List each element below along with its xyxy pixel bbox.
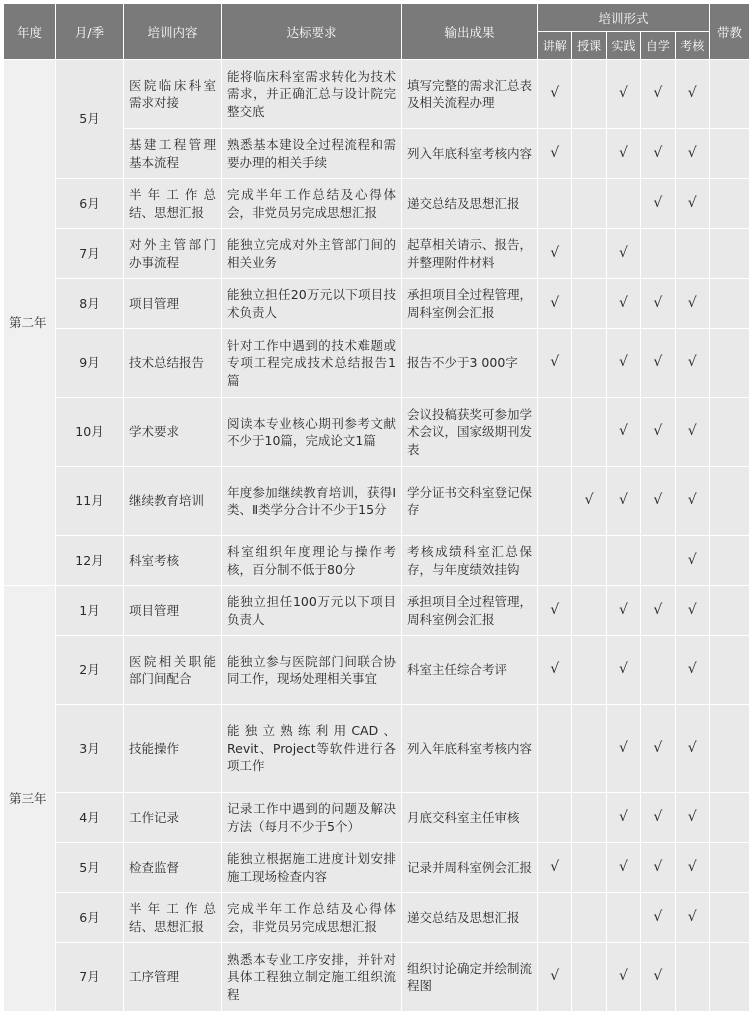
check-mark-icon: √ [653,808,663,825]
check-mark-icon: √ [687,354,697,371]
form-assessment-cell [675,467,709,536]
training-plan-table [3,3,750,1012]
form-self-study-cell [641,60,675,129]
form-self-study-cell [641,398,675,467]
form-practice-cell [606,893,640,943]
form-practice-cell [606,60,640,129]
mentor-cell [709,793,749,843]
form-teaching-cell [572,536,606,586]
form-self-study-cell [641,636,675,705]
form-assessment-cell [675,893,709,943]
form-teaching-cell [572,60,606,129]
content-cell: 检查监督 [124,843,222,893]
header-form-teaching: 授课 [572,32,606,60]
check-mark-icon: √ [687,551,697,568]
table-row [4,279,750,329]
check-mark-icon: √ [619,144,628,161]
output-cell: 月底交科室主任审核 [402,793,538,843]
form-lecture-cell [538,705,572,793]
header-content: 培训内容 [124,4,222,60]
check-mark-icon: √ [550,85,560,102]
check-mark-icon: √ [687,194,697,211]
form-lecture-cell [538,279,572,329]
form-lecture-cell [538,893,572,943]
check-mark-icon: √ [619,423,628,440]
table-row [4,179,750,229]
requirement-cell: 熟悉本专业工序安排，并针对具体工程独立制定施工组织流程 [222,943,402,1012]
form-lecture-cell [538,129,572,179]
form-teaching-cell [572,129,606,179]
form-lecture-cell [538,229,572,279]
requirement-cell: 能独立完成对外主管部门间的相关业务 [222,229,402,279]
form-practice-cell [606,398,640,467]
form-lecture-cell [538,793,572,843]
form-teaching-cell [572,467,606,536]
mentor-cell [709,586,749,636]
mentor-cell [709,329,749,398]
form-self-study-cell [641,179,675,229]
check-mark-icon: √ [653,739,663,756]
table-row [4,467,750,536]
requirement-cell: 能将临床科室需求转化为技术需求，并正确汇总与设计院完整交底 [222,60,402,129]
mentor-cell [709,60,749,129]
mentor-cell [709,398,749,467]
form-assessment-cell [675,129,709,179]
form-practice-cell [606,943,640,1012]
requirement-cell: 记录工作中遇到的问题及解决方法（每月不少于5个） [222,793,402,843]
mentor-cell [709,229,749,279]
form-teaching-cell [572,793,606,843]
form-self-study-cell [641,536,675,586]
check-mark-icon: √ [550,601,560,618]
form-assessment-cell [675,229,709,279]
content-cell: 医院相关职能部门间配合 [124,636,222,705]
form-teaching-cell [572,279,606,329]
form-assessment-cell [675,179,709,229]
form-self-study-cell [641,279,675,329]
output-cell: 填写完整的需求汇总表及相关流程办理 [402,60,538,129]
form-lecture-cell [538,843,572,893]
month-cell: 5月 [56,843,124,893]
table-row [4,329,750,398]
year-cell: 第二年 [4,60,56,586]
form-lecture-cell [538,329,572,398]
check-mark-icon: √ [550,968,560,985]
form-practice-cell [606,586,640,636]
month-cell: 6月 [56,893,124,943]
form-teaching-cell [572,586,606,636]
month-cell: 12月 [56,536,124,586]
form-assessment-cell [675,586,709,636]
content-cell: 继续教育培训 [124,467,222,536]
form-teaching-cell [572,229,606,279]
output-cell: 递交总结及思想汇报 [402,179,538,229]
output-cell: 递交总结及思想汇报 [402,893,538,943]
form-teaching-cell [572,893,606,943]
content-cell: 对外主管部门办事流程 [124,229,222,279]
output-cell: 报告不少于3 000字 [402,329,538,398]
form-self-study-cell [641,943,675,1012]
form-self-study-cell [641,843,675,893]
content-cell: 工作记录 [124,793,222,843]
check-mark-icon: √ [653,858,663,875]
check-mark-icon: √ [687,739,697,756]
form-practice-cell [606,129,640,179]
table-row [4,793,750,843]
requirement-cell: 年度参加继续教育培训，获得Ⅰ类、Ⅱ类学分合计不少于15分 [222,467,402,536]
form-lecture-cell [538,179,572,229]
table-row [4,636,750,705]
form-assessment-cell [675,329,709,398]
mentor-cell [709,536,749,586]
form-practice-cell [606,793,640,843]
check-mark-icon: √ [550,858,560,875]
requirement-cell: 熟悉基本建设全过程流程和需要办理的相关手续 [222,129,402,179]
training-plan-table-container [3,3,749,1012]
form-self-study-cell [641,705,675,793]
mentor-cell [709,943,749,1012]
check-mark-icon: √ [619,858,628,875]
check-mark-icon: √ [687,144,697,161]
requirement-cell: 阅读本专业核心期刊参考文献不少于10篇，完成论文1篇 [222,398,402,467]
requirement-cell: 能独立熟练利用CAD、Revit、Project等软件进行各项工作 [222,705,402,793]
check-mark-icon: √ [687,423,697,440]
form-practice-cell [606,705,640,793]
header-form-practice: 实践 [606,32,640,60]
check-mark-icon: √ [619,601,628,618]
check-mark-icon: √ [687,908,697,925]
header-form-assessment: 考核 [675,32,709,60]
check-mark-icon: √ [653,423,663,440]
table-body [4,60,750,1012]
output-cell: 起草相关请示、报告，并整理附件材料 [402,229,538,279]
header-form-lecture: 讲解 [538,32,572,60]
requirement-cell: 完成半年工作总结及心得体会，非党员另完成思想汇报 [222,893,402,943]
form-self-study-cell [641,229,675,279]
check-mark-icon: √ [619,85,628,102]
form-lecture-cell [538,398,572,467]
month-cell: 7月 [56,229,124,279]
content-cell: 基建工程管理基本流程 [124,129,222,179]
requirement-cell: 完成半年工作总结及心得体会，非党员另完成思想汇报 [222,179,402,229]
header-forms: 培训形式 [538,4,710,32]
form-assessment-cell [675,943,709,1012]
form-self-study-cell [641,329,675,398]
form-self-study-cell [641,893,675,943]
form-practice-cell [606,843,640,893]
check-mark-icon: √ [619,661,628,678]
content-cell: 工序管理 [124,943,222,1012]
output-cell: 学分证书交科室登记保存 [402,467,538,536]
check-mark-icon: √ [687,808,697,825]
form-practice-cell [606,329,640,398]
output-cell: 记录并周科室例会汇报 [402,843,538,893]
mentor-cell [709,636,749,705]
requirement-cell: 针对工作中遇到的技术难题或专项工程完成技术总结报告1篇 [222,329,402,398]
form-teaching-cell [572,843,606,893]
month-cell: 1月 [56,586,124,636]
table-row [4,943,750,1012]
form-assessment-cell [675,843,709,893]
form-lecture-cell [538,467,572,536]
form-lecture-cell [538,586,572,636]
check-mark-icon: √ [653,601,663,618]
form-assessment-cell [675,705,709,793]
month-cell: 7月 [56,943,124,1012]
form-self-study-cell [641,793,675,843]
requirement-cell: 能独立根据施工进度计划安排施工现场检查内容 [222,843,402,893]
table-row [4,893,750,943]
form-assessment-cell [675,279,709,329]
form-lecture-cell [538,536,572,586]
month-cell: 8月 [56,279,124,329]
mentor-cell [709,179,749,229]
form-assessment-cell [675,793,709,843]
month-cell: 6月 [56,179,124,229]
table-row [4,60,750,129]
form-teaching-cell [572,636,606,705]
check-mark-icon: √ [619,808,628,825]
output-cell: 会议投稿获奖可参加学术会议，国家级期刊发表 [402,398,538,467]
form-assessment-cell [675,636,709,705]
form-lecture-cell [538,60,572,129]
form-self-study-cell [641,129,675,179]
content-cell: 学术要求 [124,398,222,467]
month-cell: 3月 [56,705,124,793]
table-row [4,229,750,279]
form-lecture-cell [538,943,572,1012]
form-teaching-cell [572,329,606,398]
check-mark-icon: √ [653,85,663,102]
mentor-cell [709,129,749,179]
check-mark-icon: √ [550,661,560,678]
header-year: 年度 [4,4,56,60]
table-row [4,843,750,893]
requirement-cell: 能独立参与医院部门间联合协同工作，现场处理相关事宜 [222,636,402,705]
check-mark-icon: √ [653,144,663,161]
month-cell: 11月 [56,467,124,536]
form-teaching-cell [572,398,606,467]
form-assessment-cell [675,536,709,586]
form-assessment-cell [675,398,709,467]
check-mark-icon: √ [619,294,628,311]
table-row [4,586,750,636]
form-practice-cell [606,536,640,586]
output-cell: 考核成绩科室汇总保存，与年度绩效挂钩 [402,536,538,586]
content-cell: 科室考核 [124,536,222,586]
table-row [4,705,750,793]
month-cell: 9月 [56,329,124,398]
check-mark-icon: √ [550,244,560,261]
form-practice-cell [606,279,640,329]
requirement-cell: 能独立担任20万元以下项目技术负责人 [222,279,402,329]
form-practice-cell [606,636,640,705]
check-mark-icon: √ [653,354,663,371]
header-mentor: 带教 [709,4,749,60]
header-month: 月/季 [56,4,124,60]
month-cell: 5月 [56,60,124,179]
form-practice-cell [606,229,640,279]
form-teaching-cell [572,943,606,1012]
check-mark-icon: √ [619,354,628,371]
mentor-cell [709,893,749,943]
check-mark-icon: √ [687,492,697,509]
check-mark-icon: √ [584,492,594,509]
table-row [4,536,750,586]
check-mark-icon: √ [653,968,663,985]
check-mark-icon: √ [653,492,663,509]
year-cell: 第三年 [4,586,56,1012]
header-requirement: 达标要求 [222,4,402,60]
content-cell: 半年工作总结、思想汇报 [124,179,222,229]
mentor-cell [709,843,749,893]
content-cell: 医院临床科室需求对接 [124,60,222,129]
check-mark-icon: √ [687,661,697,678]
check-mark-icon: √ [550,144,560,161]
check-mark-icon: √ [687,85,697,102]
requirement-cell: 能独立担任100万元以下项目负责人 [222,586,402,636]
form-self-study-cell [641,586,675,636]
check-mark-icon: √ [619,739,628,756]
output-cell: 列入年底科室考核内容 [402,705,538,793]
check-mark-icon: √ [550,354,560,371]
check-mark-icon: √ [653,908,663,925]
output-cell: 承担项目全过程管理，周科室例会汇报 [402,279,538,329]
form-teaching-cell [572,179,606,229]
check-mark-icon: √ [619,492,628,509]
mentor-cell [709,705,749,793]
form-lecture-cell [538,636,572,705]
check-mark-icon: √ [550,294,560,311]
header-output: 输出成果 [402,4,538,60]
output-cell: 科室主任综合考评 [402,636,538,705]
check-mark-icon: √ [687,858,697,875]
content-cell: 技术总结报告 [124,329,222,398]
content-cell: 半年工作总结、思想汇报 [124,893,222,943]
month-cell: 10月 [56,398,124,467]
check-mark-icon: √ [687,294,697,311]
content-cell: 项目管理 [124,586,222,636]
form-practice-cell [606,179,640,229]
requirement-cell: 科室组织年度理论与操作考核，百分制不低于80分 [222,536,402,586]
check-mark-icon: √ [653,294,663,311]
output-cell: 列入年底科室考核内容 [402,129,538,179]
check-mark-icon: √ [653,194,663,211]
check-mark-icon: √ [619,244,628,261]
month-cell: 2月 [56,636,124,705]
mentor-cell [709,467,749,536]
check-mark-icon: √ [619,968,628,985]
table-row [4,398,750,467]
month-cell: 4月 [56,793,124,843]
output-cell: 组织讨论确定并绘制流程图 [402,943,538,1012]
form-practice-cell [606,467,640,536]
mentor-cell [709,279,749,329]
form-teaching-cell [572,705,606,793]
check-mark-icon: √ [687,601,697,618]
content-cell: 项目管理 [124,279,222,329]
content-cell: 技能操作 [124,705,222,793]
header-form-self-study: 自学 [641,32,675,60]
table-header [4,4,750,60]
form-self-study-cell [641,467,675,536]
output-cell: 承担项目全过程管理，周科室例会汇报 [402,586,538,636]
form-assessment-cell [675,60,709,129]
